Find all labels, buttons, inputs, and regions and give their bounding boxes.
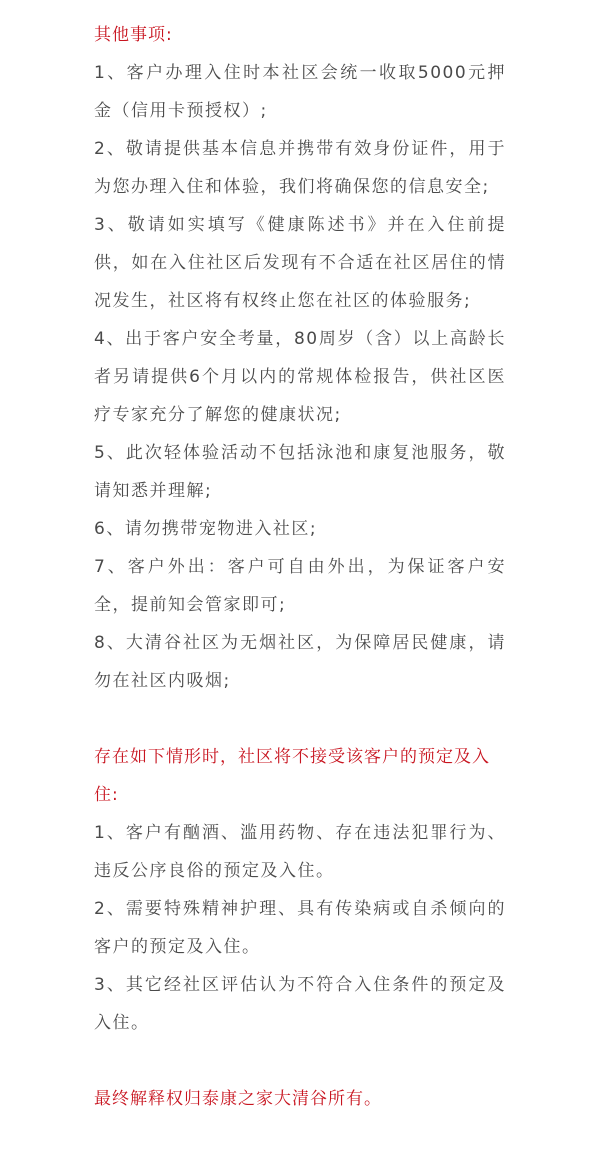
refusal-conditions-section xyxy=(94,738,506,1042)
section-spacer xyxy=(94,1042,506,1080)
list-item: 3、敬请如实填写《健康陈述书》并在入住前提供，如在入住社区后发现有不合适在社区居住的情况发生，社区将有权终止您在社区的体验服务; xyxy=(94,215,506,311)
list-item: 5、此次轻体验活动不包括泳池和康复池服务，敬请知悉并理解; xyxy=(94,443,506,501)
other-matters-section xyxy=(94,16,506,700)
list-item: 2、需要特殊精神护理、具有传染病或自杀倾向的客户的预定及入住。 xyxy=(94,899,506,957)
final-interpretation-note: 最终解释权归泰康之家大清谷所有。 xyxy=(94,1089,382,1109)
list-item: 2、敬请提供基本信息并携带有效身份证件，用于为您办理入住和体验，我们将确保您的信息安全; xyxy=(94,139,506,197)
list-item: 7、客户外出：客户可自由外出，为保证客户安全，提前知会管家即可; xyxy=(94,557,506,615)
list-item: 1、客户办理入住时本社区会统一收取5000元押金（信用卡预授权）; xyxy=(94,63,506,121)
list-item: 3、其它经社区评估认为不符合入住条件的预定及入住。 xyxy=(94,975,506,1033)
refusal-conditions-heading: 存在如下情形时，社区将不接受该客户的预定及入住: xyxy=(94,747,490,805)
other-matters-heading: 其他事项: xyxy=(94,25,173,45)
list-item: 6、请勿携带宠物进入社区; xyxy=(94,519,318,539)
section-spacer xyxy=(94,700,506,738)
list-item: 8、大清谷社区为无烟社区，为保障居民健康，请勿在社区内吸烟; xyxy=(94,633,506,691)
list-item: 1、客户有酗酒、滥用药物、存在违法犯罪行为、违反公序良俗的预定及入住。 xyxy=(94,823,506,881)
list-item: 4、出于客户安全考量，80周岁（含）以上高龄长者另请提供6个月以内的常规体检报告，供社区医疗专家充分了解您的健康状况; xyxy=(94,329,506,425)
